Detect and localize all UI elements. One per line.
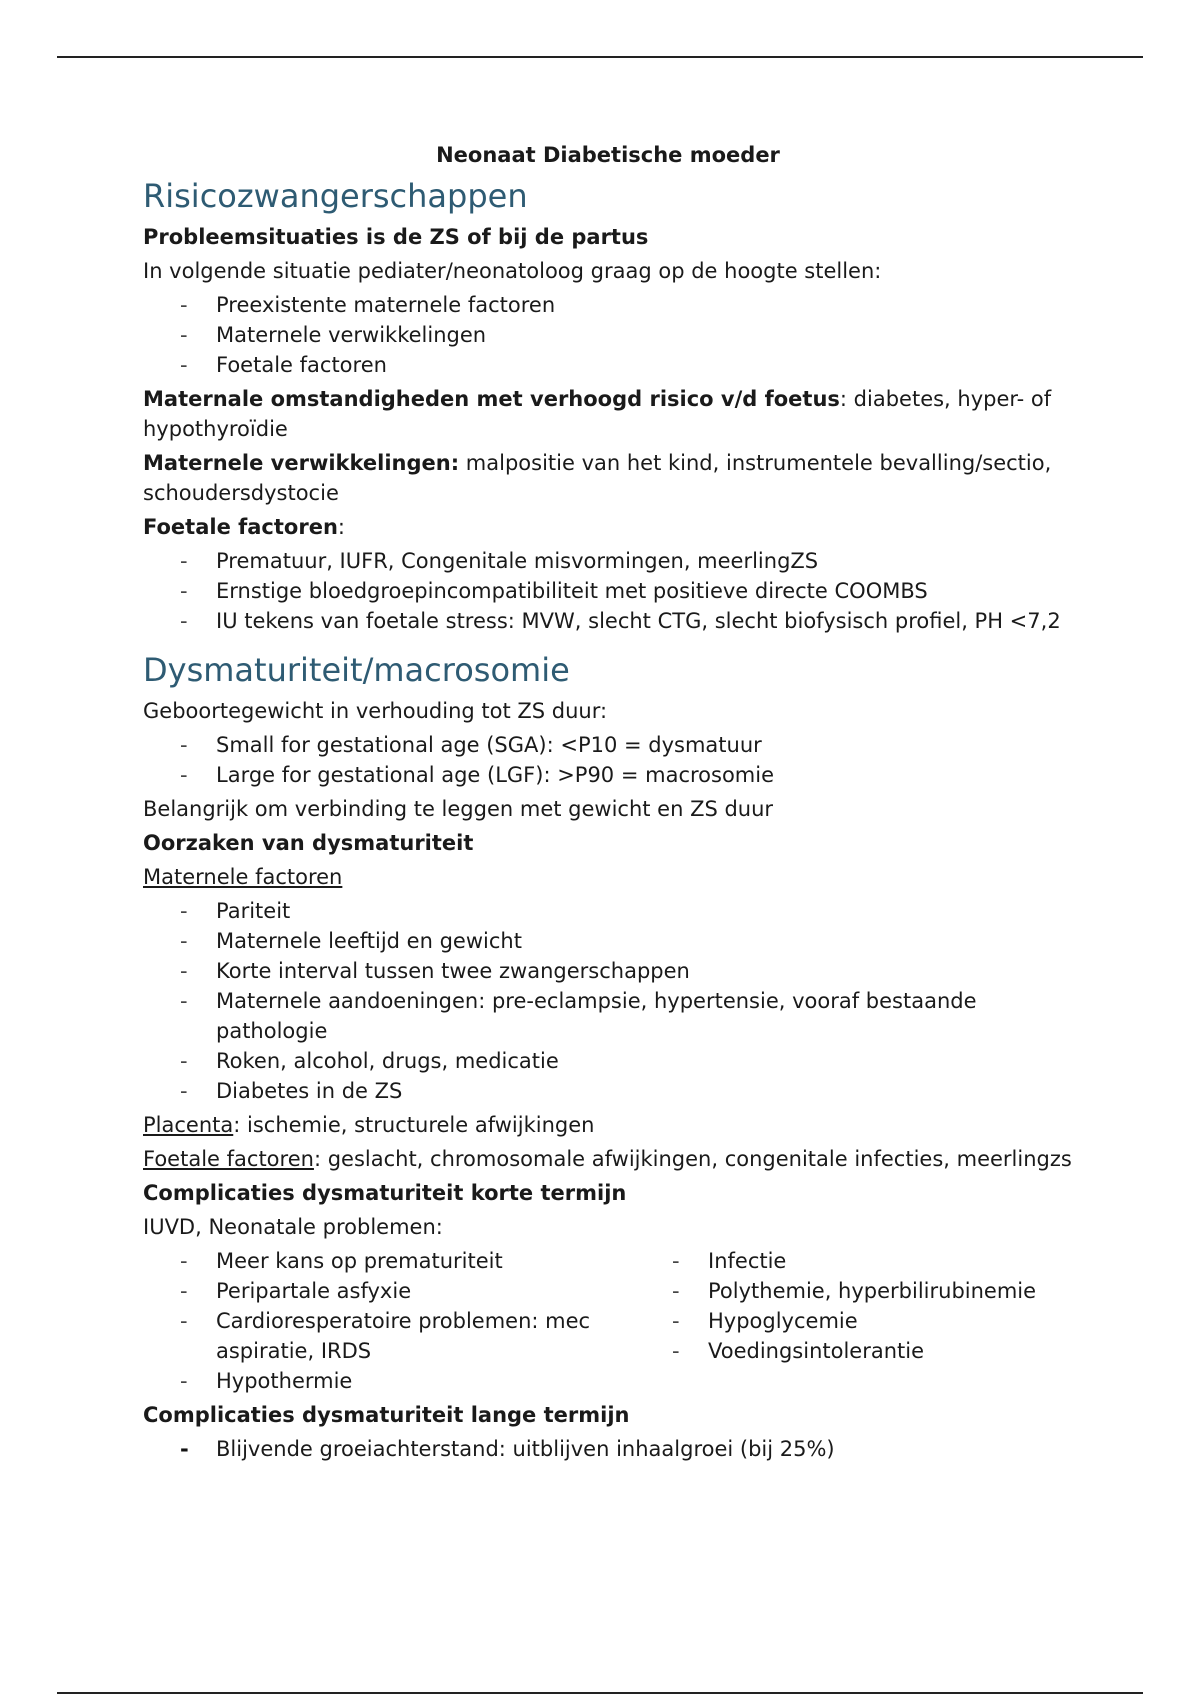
maternal-circumstances-paragraph	[143, 384, 1073, 444]
list-item: - Meer kans op prematuriteit	[143, 1246, 635, 1276]
note-paragraph: Belangrijk om verbinding te leggen met gewicht en ZS duur	[143, 797, 774, 821]
list-item: - Hypoglycemie	[635, 1306, 1055, 1336]
short-term-intro: IUVD, Neonatale problemen:	[143, 1215, 443, 1239]
long-term-list	[143, 1434, 1073, 1464]
section-heading-dysmaturiteit: Dysmaturiteit/macrosomie	[143, 651, 570, 689]
term-text: : geslacht, chromosomale afwijkingen, congenitale infecties, meerlingzs	[313, 1147, 1072, 1171]
header-rule	[57, 56, 1143, 58]
list-item: - Ernstige bloedgroepincompatibiliteit met positieve directe COOMBS	[143, 576, 1073, 606]
term-label: Maternele verwikkelingen:	[143, 451, 460, 475]
list-item: - Hypothermie	[143, 1366, 635, 1396]
list-item: - Pariteit	[143, 896, 1073, 926]
subheading-long-term: Complicaties dysmaturiteit lange termijn	[143, 1403, 630, 1427]
short-term-list-right	[635, 1246, 1055, 1396]
fetal-factor-list	[143, 546, 1073, 636]
risk-factor-list	[143, 290, 1073, 380]
term-label: Maternale omstandigheden met verhoogd risico v/d foetus	[143, 387, 840, 411]
list-item: - Small for gestational age (SGA): <P10 = dysmatuur	[143, 730, 1073, 760]
subheading-short-term: Complicaties dysmaturiteit korte termijn	[143, 1181, 627, 1205]
list-item: - Foetale factoren	[143, 350, 1073, 380]
term-text: :	[337, 515, 345, 539]
underlined-label: Foetale factoren	[143, 1147, 314, 1171]
fetal-factors-paragraph	[143, 1144, 1073, 1174]
short-term-columns	[143, 1246, 1073, 1400]
list-item: - Maternele verwikkelingen	[143, 320, 1073, 350]
list-item: - IU tekens van foetale stress: MVW, slecht CTG, slecht biofysisch profiel, PH <7,2	[143, 606, 1073, 636]
list-item: - Cardioresperatoire problemen: mec aspiratie, IRDS	[143, 1306, 635, 1366]
list-item: - Peripartale asfyxie	[143, 1276, 635, 1306]
placenta-paragraph	[143, 1110, 1073, 1140]
footer-rule	[57, 1692, 1143, 1694]
term-text: malpositie van het kind, instrumentele bevalling/sectio, schoudersdystocie	[143, 451, 1052, 505]
underlined-label: Maternele factoren	[143, 865, 343, 889]
term-text: : ischemie, structurele afwijkingen	[233, 1113, 595, 1137]
subheading-oorzaken: Oorzaken van dysmaturiteit	[143, 831, 474, 855]
list-item: - Large for gestational age (LGF): >P90 = macrosomie	[143, 760, 1073, 790]
list-item: - Maternele aandoeningen: pre-eclampsie, hypertensie, vooraf bestaande pathologie	[143, 986, 1073, 1046]
list-item: - Voedingsintolerantie	[635, 1336, 1055, 1366]
short-term-list-left	[143, 1246, 635, 1396]
maternal-complications-paragraph	[143, 448, 1073, 508]
list-item: - Diabetes in de ZS	[143, 1076, 1073, 1106]
list-item: - Korte interval tussen twee zwangerschappen	[143, 956, 1073, 986]
fetal-factors-paragraph	[143, 512, 1073, 542]
list-item: - Polythemie, hyperbilirubinemie	[635, 1276, 1055, 1306]
list-item: - Preexistente maternele factoren	[143, 290, 1073, 320]
subheading-probleemsituaties: Probleemsituaties is de ZS of bij de partus	[143, 225, 649, 249]
term-label: Foetale factoren	[143, 515, 338, 539]
term-text: : diabetes, hyper- of hypothyroïdie	[143, 387, 1052, 441]
intro-paragraph: In volgende situatie pediater/neonatoloog graag op de hoogte stellen:	[143, 259, 882, 283]
maternal-factors-label	[143, 862, 1073, 892]
document-body	[143, 140, 1073, 1468]
list-item: - Prematuur, IUFR, Congenitale misvormingen, meerlingZS	[143, 546, 1073, 576]
list-item: - Roken, alcohol, drugs, medicatie	[143, 1046, 1073, 1076]
intro-paragraph: Geboortegewicht in verhouding tot ZS duur:	[143, 699, 608, 723]
list-item: - Maternele leeftijd en gewicht	[143, 926, 1073, 956]
weight-classification-list	[143, 730, 1073, 790]
document-title: Neonaat Diabetische moeder	[436, 143, 780, 167]
section-heading-risicozwangerschappen: Risicozwangerschappen	[143, 177, 528, 215]
maternal-factor-list	[143, 896, 1073, 1106]
list-item: - Infectie	[635, 1246, 1055, 1276]
list-item: - Blijvende groeiachterstand: uitblijven inhaalgroei (bij 25%)	[143, 1434, 1073, 1464]
underlined-label: Placenta	[143, 1113, 234, 1137]
